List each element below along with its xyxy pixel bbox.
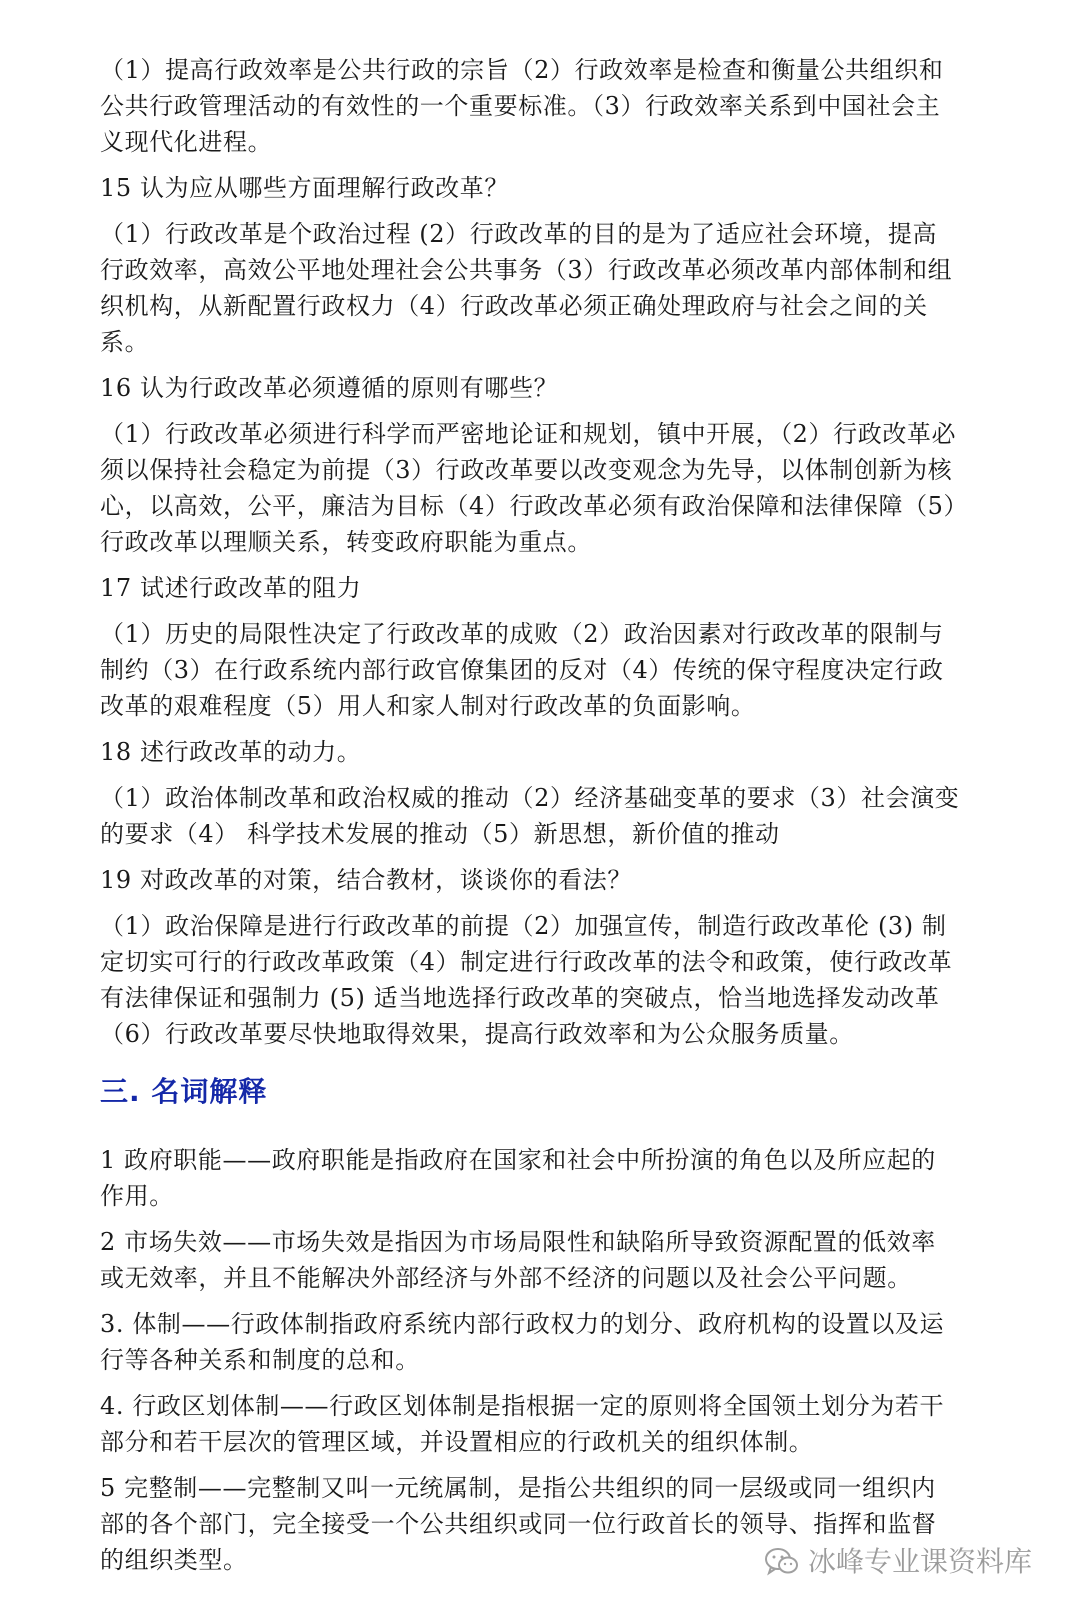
question-item: 16 认为行政改革必须遵循的原则有哪些？ [100,374,559,402]
term-definition: 4. 行政区划体制——行政区划体制是指根据一定的原则将全国领土划分为若干部分和若干层次的管理区域，并设置相应的行政机关的组织体制。 [100,1392,945,1456]
term-definition: 3. 体制——行政体制指政府系统内部行政权力的划分、政府机构的设置以及运行等各种关系和制度的总和。 [100,1310,945,1374]
answer-paragraph: （1）政治保障是进行行政改革的前提（2）加强宣传，制造行政改革伦 (3) 制定切实可行的行政改革政策（4）制定进行行政改革的法令和政策，使行政改革有法律保证和强制力 (5) 适当地选择行政改革的突破点，恰当地选择发动改革（6）行政改革要尽快地取得效果，提高行政效率和为公众服务质量。 [100,912,953,1048]
section-heading: 三. 名词解释 [100,1075,268,1108]
question-item: 15 认为应从哪些方面理解行政改革？ [100,174,509,202]
question-item: 18 述行政改革的动力。 [100,738,362,766]
document-body [100,52,960,1588]
wechat-icon [764,1547,800,1577]
question-item: 17 试述行政改革的阻力 [100,574,362,602]
term-definitions [100,1142,960,1578]
answer-paragraph: （1）历史的局限性决定了行政改革的成败（2）政治因素对行政改革的限制与制约（3）在行政系统内部行政官僚集团的反对（4）传统的保守程度决定行政改革的艰难程度（5）用人和家人制对行政改革的负面影响。 [100,620,944,720]
watermark-text: 冰峰专业课资料库 [807,1545,1032,1578]
question-item: 19 对政改革的对策，结合教材，谈谈你的看法？ [100,866,632,894]
qa-section [100,52,960,1052]
term-definition: 1 政府职能——政府职能是指政府在国家和社会中所扮演的角色以及所应起的作用。 [100,1146,936,1210]
term-definition: 2 市场失效——市场失效是指因为市场局限性和缺陷所导致资源配置的低效率或无效率，并且不能解决外部经济与外部不经济的问题以及社会公平问题。 [100,1228,936,1292]
answer-paragraph: （1）政治体制改革和政治权威的推动（2）经济基础变革的要求（3）社会演变的要求（4） 科学技术发展的推动（5）新思想，新价值的推动 [100,784,960,848]
answer-paragraph: （1）行政改革必须进行科学而严密地论证和规划，镇中开展，（2）行政改革必须以保持社会稳定为前提（3）行政改革要以改变观念为先导，以体制创新为核心，以高效，公平，廉洁为目标（4）行政改革必须有政治保障和法律保障（5）行政改革以理顺关系，转变政府职能为重点。 [100,420,957,556]
watermark [764,1544,1032,1580]
answer-paragraph: （1）提高行政效率是公共行政的宗旨（2）行政效率是检查和衡量公共组织和公共行政管理活动的有效性的一个重要标准。（3）行政效率关系到中国社会主义现代化进程。 [100,56,944,156]
term-definition: 5 完整制——完整制又叫一元统属制，是指公共组织的同一层级或同一组织内部的各个部门，完全接受一个公共组织或同一位行政首长的领导、指挥和监督的组织类型。 [100,1474,937,1574]
answer-paragraph: （1）行政改革是个政治过程 (2）行政改革的目的是为了适应社会环境，提高行政效率，高效公平地处理社会公共事务（3）行政改革必须改革内部体制和组织机构，从新配置行政权力（4）行政改革必须正确处理政府与社会之间的关系。 [100,220,953,356]
